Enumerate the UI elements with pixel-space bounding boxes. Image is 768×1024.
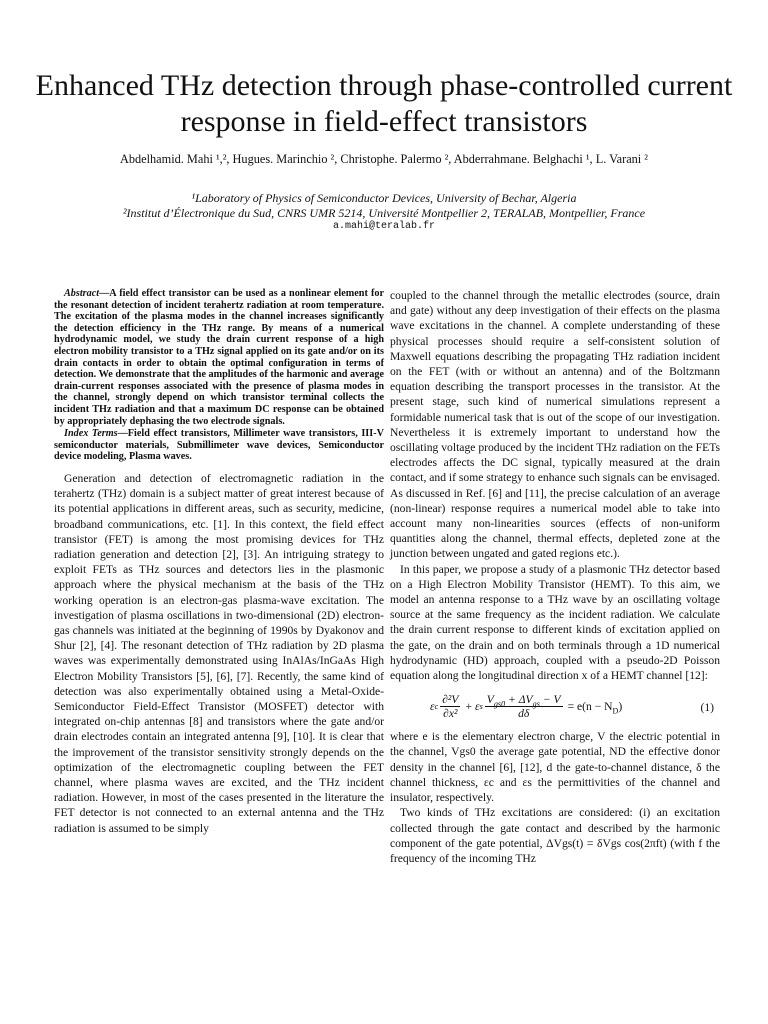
d2v-numerator: ∂²V: [442, 693, 459, 707]
eps-s-symbol: ε: [475, 700, 480, 714]
left-column: [54, 288, 384, 836]
d2v-denominator: ∂x²: [443, 707, 458, 721]
affiliation-1: ¹Laboratory of Physics of Semiconductor Devices, University of Bechar, Algeria: [191, 191, 577, 205]
voltage-fraction: [485, 693, 563, 720]
index-terms-lead: Index Terms: [64, 428, 118, 440]
voltage-denominator: dδ: [518, 707, 530, 721]
index-terms-text: —Field effect transistors, Millimeter wave transistors, III-V semiconductor materials, Submillimeter wave devices, Semiconductor device modeling, Plasma waves.: [54, 428, 384, 463]
author-email: a.mahi@teralab.fr: [332, 221, 436, 232]
body-paragraph-2: In this paper, we propose a study of a plasmonic THz detector based on a High Electron Mobility Transistor (HEMT). To this aim, we model an antenna response to a THz wave by an oscillating voltage source at the same frequency as the incident radiation. We calculate the drain current response to different kinds of excitation applied on the gate, on the drain and on both terminals through a 1D numerical hydrodynamic (HD) approach, coupled with a pseudo-2D Poisson equation along the longitudinal direction x of a HEMT channel [12]:: [390, 562, 720, 683]
poisson-equation: [390, 689, 720, 725]
voltage-numerator: $V_{gs0} + \Delta V_{gs} - V$: [486, 693, 561, 709]
index-terms: [54, 428, 384, 463]
right-column: [390, 288, 720, 866]
abstract-lead: Abstract: [64, 288, 100, 299]
eps-c-symbol: ε: [430, 700, 435, 714]
intro-paragraph: Generation and detection of electromagnetic radiation in the terahertz (THz) domain is a subject matter of great interest because of its potential applications in different areas, such as security, medicine, broadband communications, etc. [1]. In this context, the field effect transistor (FET) is among the most promising devices for THz radiation generation and detection [2], [3]. An intriguing strategy to exploit FETs as THz sources and detectors lies in the plasmonic approach where the physical mechanism at the basis of the THz working operation is an electron-gas plasma-wave excitation. The investigation of plasma oscillations in two-dimensional (2D) electron-gas channels was initiated at the beginning of 1990s by Dyakonov and Shur [2], [4]. The resonant detection of THz radiation by 2D plasma waves was experimentally demonstrated using InAlAs/InGaAs High Electron Mobility Transistors [5], [6], [7]. Recently, the same kind of detection was also experimentally obtained using a Metal-Oxide-Semiconductor Field-Effect Transistor (MOSFET) detector with integrated on-chip antennas [8] and transistors where the gate and/or drain electrodes contain an integrated antenna [9], [10]. It is clear that the improvement of the transistor sensitivity strongly depends on the optimization of the electromagnetic coupling between the FET channel, where plasma waves are excited, and the THz incident radiation. However, in most of the cases presented in the literature the FET detector is not connected to an external antenna and the THz radiation is assumed to be simply: [54, 471, 384, 835]
plus-sign: +: [465, 700, 473, 714]
equation-rhs: = $e(n - N_D)$: [567, 700, 623, 716]
equation-number: (1): [700, 701, 714, 715]
body-paragraph-3: where e is the elementary electron charge, V the electric potential in the channel, Vgs0 the average gate potential, ND the effective donor density in the channel [6], [12], d the gate-to-channel distance, δ the channel thickness, εc and εs the permittivities of the channel and insulator, respectively.: [390, 730, 720, 805]
paper-title: Enhanced THz detection through phase-controlled current response in field-effect transistors: [35, 69, 733, 138]
abstract: [54, 288, 384, 427]
author-list: Abdelhamid. Mahi ¹,², Hugues. Marinchio ², Christophe. Palermo ², Abderrahmane. Belghachi ¹, L. Varani ²: [119, 152, 648, 166]
d2v-fraction: [440, 693, 460, 720]
abstract-text: —A field effect transistor can be used as a nonlinear element for the resonant detection of incident terahertz radiation at room temperature. The excitation of the plasma modes in the channel increases significantly the detection efficiency in the THz range. By means of a numerical hydrodynamic model, we study the drain current response of a high electron mobility transistor to a THz signal applied on its gate and/or on its drain contacts in order to obtain the optimal configuration in terms of detection. We demonstrate that the amplitudes of the harmonic and average drain-current responses associated with the presence of plasma modes in the channel, strongly depend on which transistor terminal collects the incident THz radiation and that a maximum DC response can be obtained by appropriately dephasing the two electrode signals.: [54, 288, 384, 427]
body-paragraph-1: coupled to the channel through the metallic electrodes (source, drain and gate) without any deep investigation of their effects on the plasma wave excitations in the channel. A complete understanding of these physical processes should require a self-consistent solution of Maxwell equations describing the propagating THz radiation incident on the FET (with or without an antenna) and of the Boltzmann equation describing the transport processes in the transistor. At the present stage, such kind of numerical simulations represent a formidable numerical task that is out of the scope of our investigation. Nevertheless it is extremely important to understand how the oscillating voltage produced by the incident THz radiation on the FETs electrodes affects the DC signal, typically measured at the drain contact, and if some strategy to enhance such signals can be envisaged. As discussed in Ref. [6] and [11], the precise calculation of an average (non-linear) response requires a numerical model able to take into account many non-linearities sources (effects of non-uniform quantities along the channel, thermal effects, depleted zone at the junction between ungated and gated regions etc.).: [390, 289, 720, 561]
affiliation-2: ²Institut d’Électronique du Sud, CNRS UMR 5214, Université Montpellier 2, TERALAB, Montpellier, France: [122, 206, 646, 220]
body-paragraph-4: Two kinds of THz excitations are considered: (i) an excitation collected through the gate contact and described by the harmonic component of the gate potential, ΔVgs(t) = δVgs cos(2πft) (with f the frequency of the incoming THz: [390, 806, 720, 865]
equation-body: ε c $\frac{\text{∂²V}}{\text{∂x²}}$ + ε s $\frac{V_{gs0} + \Delta V_{gs} - V}{d\delta}$ = $e(n - N_D)$: [430, 693, 623, 721]
